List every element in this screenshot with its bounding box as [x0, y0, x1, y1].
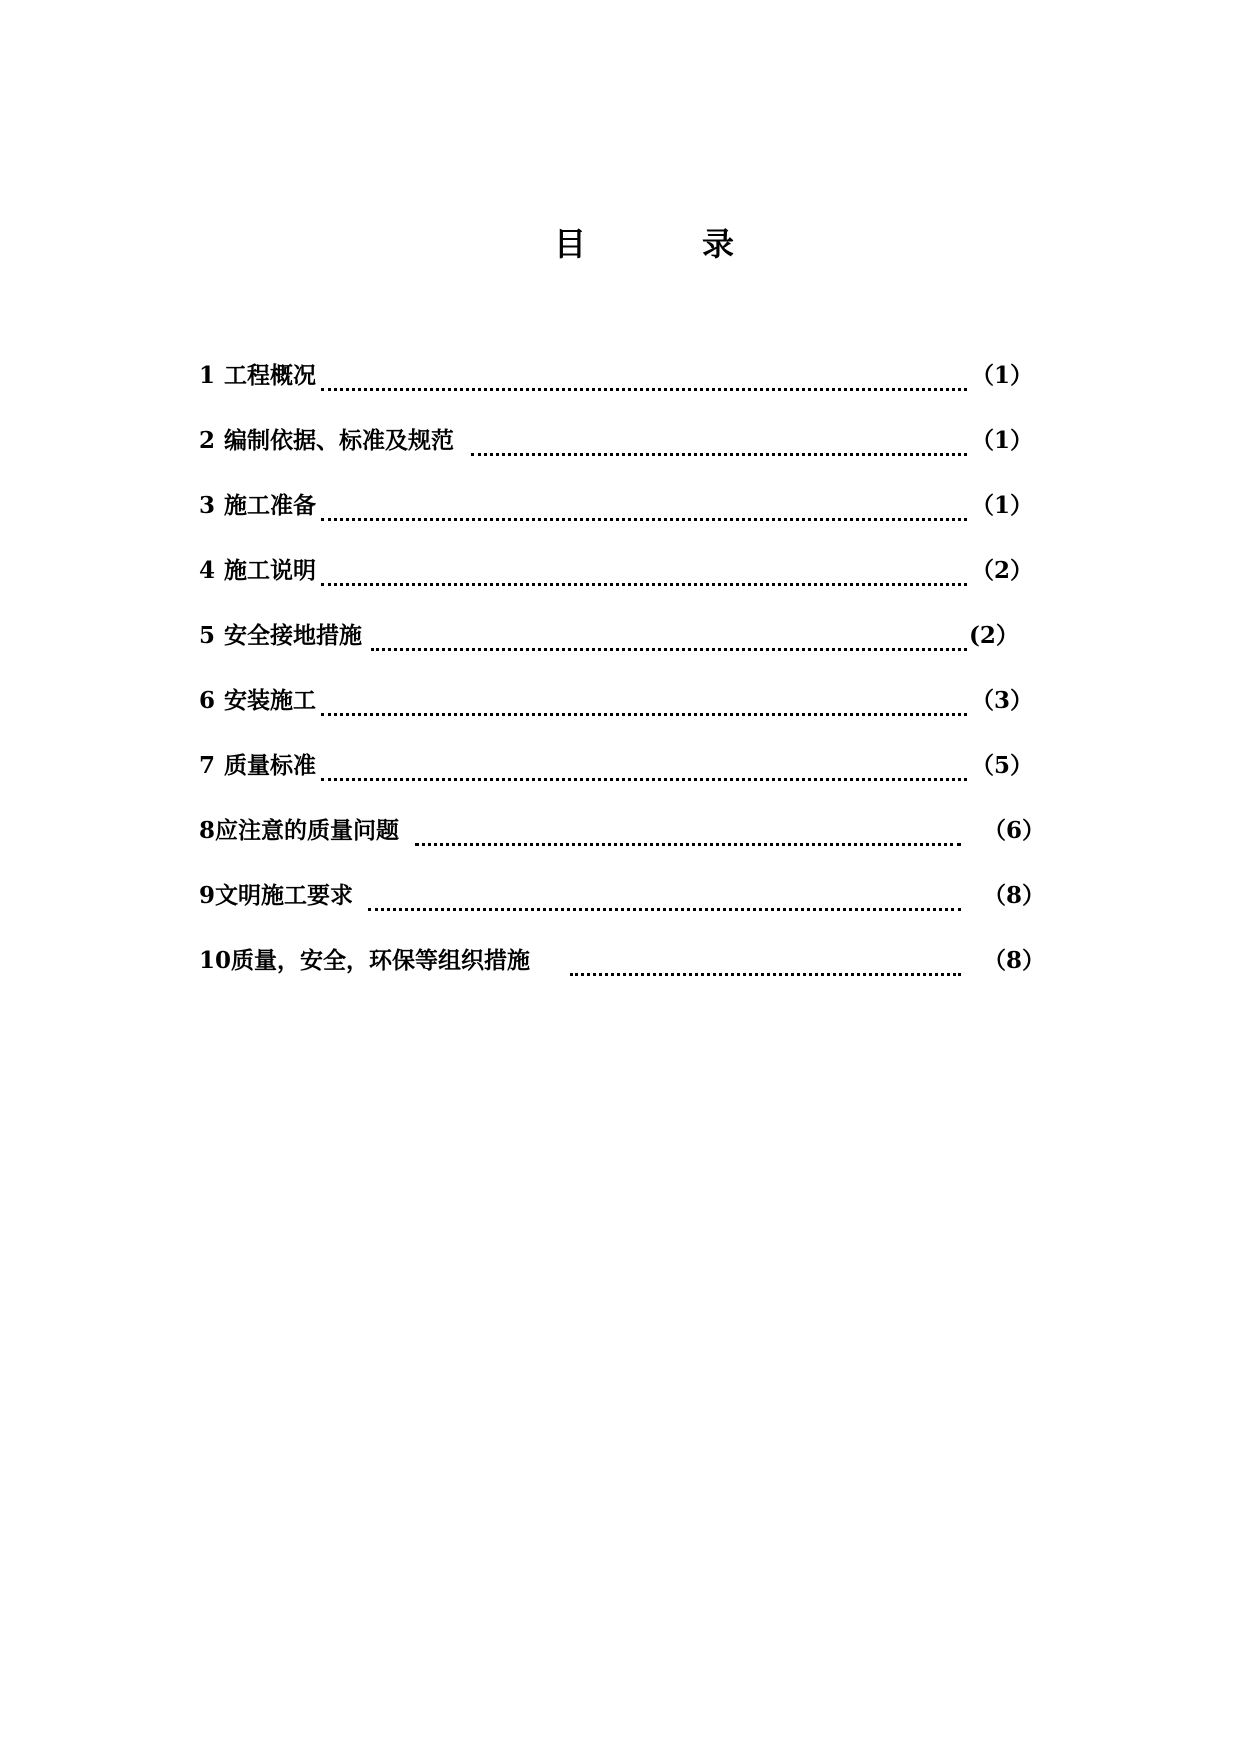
toc-entry-label: [199, 486, 316, 526]
toc-entry-page: （5）: [971, 752, 1034, 779]
toc-entry-title: 安装施工: [224, 687, 316, 714]
toc-entry-10[interactable]: [199, 941, 1049, 1006]
toc-entry-number: 10: [199, 947, 232, 974]
toc-leader-dots: [368, 904, 961, 911]
toc-leader-dots: [415, 839, 961, 846]
toc-entry-title: 施工准备: [224, 492, 316, 519]
toc-entry-number: 8: [199, 817, 216, 844]
toc-entry-title: 工程概况: [224, 362, 316, 389]
toc-entry-title: 安全接地措施: [224, 622, 362, 649]
toc-leader-dots: [321, 709, 967, 716]
toc-entry-page: （8）: [983, 947, 1046, 974]
toc-entry-9[interactable]: [199, 876, 1049, 941]
toc-entry-label: [199, 356, 316, 396]
toc-entry-number: 5: [199, 622, 216, 649]
toc-entry-label: [199, 746, 316, 786]
toc-entry-label: [199, 616, 362, 656]
toc-entry-label: [199, 811, 399, 851]
toc-entry-2[interactable]: [199, 421, 1049, 486]
toc-entry-title: 编制依据、标准及规范: [224, 427, 454, 454]
toc-entry-4[interactable]: [199, 551, 1049, 616]
toc-leader-dots: [321, 384, 967, 391]
toc-entry-3[interactable]: [199, 486, 1049, 551]
toc-entry-page: （2）: [971, 557, 1034, 584]
toc-entry-number: 2: [199, 427, 216, 454]
toc-entry-page: （1）: [971, 492, 1034, 519]
toc-entry-6[interactable]: [199, 681, 1049, 746]
toc-entry-5[interactable]: [199, 616, 1049, 681]
toc-entry-title: 文明施工要求: [215, 882, 354, 909]
title-char-2: 录: [702, 225, 735, 263]
toc-entry-page: （6）: [983, 817, 1046, 844]
toc-leader-dots: [570, 969, 961, 976]
toc-entry-number: 6: [199, 687, 216, 714]
table-of-contents: [199, 356, 1049, 1006]
toc-entry-8[interactable]: [199, 811, 1049, 876]
toc-entry-label: [199, 876, 353, 916]
toc-entry-number: 9: [199, 882, 216, 909]
toc-entry-page: （1）: [971, 427, 1034, 454]
toc-entry-number: 7: [199, 752, 216, 779]
toc-leader-dots: [321, 774, 967, 781]
toc-entry-title: 施工说明: [224, 557, 316, 584]
toc-entry-number: 4: [199, 557, 216, 584]
toc-leader-dots: [321, 514, 967, 521]
toc-leader-dots: [471, 449, 967, 456]
toc-leader-dots: [321, 579, 967, 586]
toc-entry-7[interactable]: [199, 746, 1049, 811]
toc-entry-page: （3）: [971, 687, 1034, 714]
toc-entry-title: 质量，安全，环保等组织措施: [231, 947, 531, 974]
toc-entry-label: [199, 421, 454, 461]
toc-leader-dots: [371, 644, 967, 651]
toc-entry-label: [199, 941, 530, 981]
toc-entry-label: [199, 681, 316, 721]
page-title: [0, 222, 1241, 266]
title-char-1: 目: [554, 225, 587, 263]
toc-entry-number: 3: [199, 492, 216, 519]
toc-entry-page: （8）: [983, 882, 1046, 909]
toc-entry-label: [199, 551, 316, 591]
toc-entry-number: 1: [199, 362, 216, 389]
toc-entry-page: (2）: [969, 622, 1019, 649]
toc-entry-1[interactable]: [199, 356, 1049, 421]
toc-entry-page: （1）: [971, 362, 1034, 389]
toc-entry-title: 应注意的质量问题: [215, 817, 400, 844]
toc-entry-title: 质量标准: [224, 752, 316, 779]
